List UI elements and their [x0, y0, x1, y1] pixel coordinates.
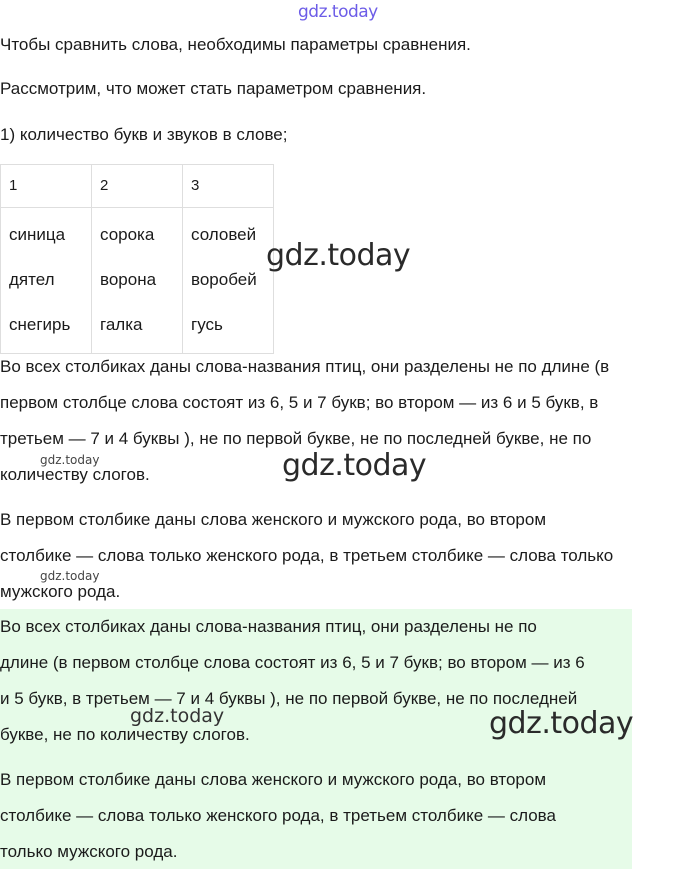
table-cell: воробей — [191, 270, 257, 289]
intro-line-2: Рассмотрим, что может стать параметром сравнения. — [0, 79, 427, 98]
watermark-big-1: gdz.today — [266, 238, 411, 273]
answer-line: длине (в первом столбце слова состоят из 6, 5 и 7 букв; во втором — из 6 — [0, 653, 585, 672]
paragraph-line: третьем — 7 и 4 буквы ), не по первой букве, не по последней букве, не по — [0, 429, 592, 448]
table-cell: снегирь — [9, 315, 71, 334]
table-column-3 — [183, 208, 274, 354]
table-header-cell: 1 — [1, 165, 92, 208]
table-cell: сорока — [100, 225, 155, 244]
table-cell: синица — [9, 225, 66, 244]
table-header-cell: 3 — [183, 165, 274, 208]
answer-line: букве, не по количеству слогов. — [0, 725, 250, 744]
paragraph-2 — [0, 502, 613, 610]
watermark-big-3: gdz.today — [489, 706, 634, 741]
paragraph-line: В первом столбике даны слова женского и мужского рода, во втором — [0, 510, 547, 529]
intro-line-3: 1) количество букв и звуков в слове; — [0, 125, 288, 144]
intro-line-1: Чтобы сравнить слова, необходимы параметры сравнения. — [0, 35, 471, 54]
answer-line: только мужского рода. — [0, 842, 178, 861]
table-cell: ворона — [100, 270, 157, 289]
birds-table — [0, 164, 274, 354]
table-cell: гусь — [191, 315, 223, 334]
table-header-cell: 2 — [92, 165, 183, 208]
paragraph-line: Во всех столбиках даны слова-названия птиц, они разделены не по длине (в — [0, 357, 610, 376]
answer-line: столбике — слова только женского рода, в третьем столбике — слова — [0, 806, 556, 825]
table-cell: соловей — [191, 225, 257, 244]
table-row — [1, 208, 274, 354]
answer-line: и 5 букв, в третьем — 7 и 4 буквы ), не по первой букве, не по последней — [0, 689, 578, 708]
watermark-top: gdz.today — [298, 2, 378, 22]
table-column-2 — [92, 208, 183, 354]
paragraph-line: столбике — слова только женского рода, в третьем столбике — слова только — [0, 546, 614, 565]
paragraph-line: мужского рода. — [0, 582, 121, 601]
table-header-row — [1, 165, 274, 208]
table-cell: галка — [100, 315, 143, 334]
answer-paragraph-2 — [0, 762, 556, 870]
answer-line: В первом столбике даны слова женского и мужского рода, во втором — [0, 770, 547, 789]
watermark-big-2: gdz.today — [282, 448, 427, 483]
paragraph-line: первом столбце слова состоят из 6, 5 и 7 букв; во втором — из 6 и 5 букв, в — [0, 393, 599, 412]
watermark-small-1: gdz.today — [40, 453, 100, 467]
watermark-small-2: gdz.today — [40, 569, 100, 583]
watermark-medium-1: gdz.today — [130, 705, 225, 727]
table-column-1 — [1, 208, 92, 354]
paragraph-line: количеству слогов. — [0, 465, 150, 484]
answer-line: Во всех столбиках даны слова-названия птиц, они разделены не по — [0, 617, 537, 636]
table-cell: дятел — [9, 270, 55, 289]
